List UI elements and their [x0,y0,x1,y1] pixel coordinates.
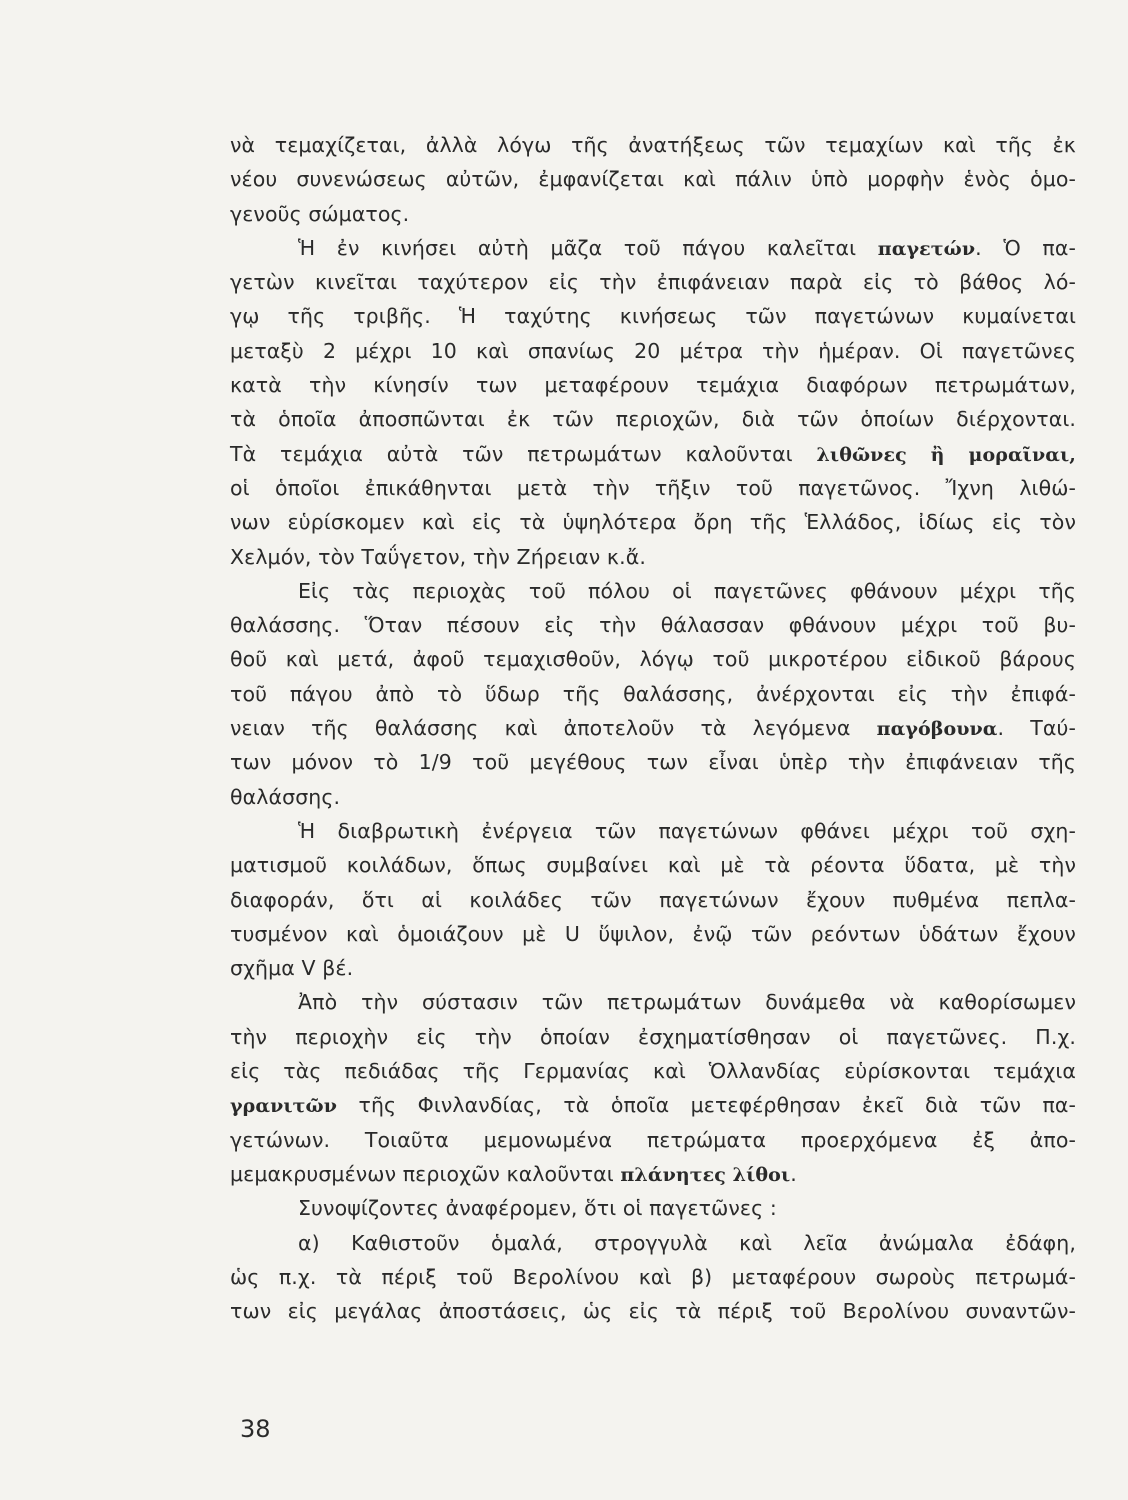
text-span: Τὰ τεμάχια αὐτὰ τῶν πετρωμάτων καλοῦνται [230,441,817,466]
text-line: τοῦ πάγου ἀπὸ τὸ ὕδωρ τῆς θαλάσσης, ἀνέρχονται εἰς τὴν ἐπιφά- [230,681,1076,706]
page-number: 38 [240,1415,271,1443]
text-line: γενοῦς σώματος. [230,201,410,226]
text-span: μεμακρυσμένων περιοχῶν καλοῦνται [230,1161,621,1186]
text-line: μεταξὺ 2 μέχρι 10 καὶ σπανίως 20 μέτρα τὴν ἡμέραν. Οἱ παγετῶνες [230,338,1076,363]
term-granitwn: γρανιτῶν [230,1095,338,1118]
text-line: κατὰ τὴν κίνησίν των μεταφέρουν τεμάχια διαφόρων πετρωμάτων, [230,373,1076,398]
text-span: Ἡ ἐν κινήσει αὐτὴ μᾶζα τοῦ πάγου καλεῖται [298,235,878,260]
text-line: εἰς τὰς πεδιάδας τῆς Γερμανίας καὶ Ὁλλανδίας εὑρίσκονται τεμάχια [230,1059,1076,1084]
text-line: Ἡ διαβρωτικὴ ἐνέργεια τῶν παγετώνων φθάνει μέχρι τοῦ σχη- [298,818,1076,843]
body-text [230,128,1076,1328]
text-line: τυσμένον καὶ ὁμοιάζουν μὲ U ὕψιλον, ἐνῷ τῶν ρεόντων ὑδάτων ἔχουν [230,921,1076,946]
text-line: γῳ τῆς τριβῆς. Ἡ ταχύτης κινήσεως τῶν παγετώνων κυμαίνεται [230,304,1076,329]
text-line [230,231,1076,265]
text-line [230,711,1076,745]
term-lithwnes: λιθῶνες ἢ μοραῖναι, [816,443,1076,466]
text-line: θοῦ καὶ μετά, ἀφοῦ τεμαχισθοῦν, λόγῳ τοῦ μικροτέρου εἰδικοῦ βάρους [230,647,1076,672]
text-span: . Ταύ- [997,716,1076,741]
text-line: ὡς π.χ. τὰ πέριξ τοῦ Βερολίνου καὶ β) μεταφέρουν σωροὺς πετρωμά- [230,1264,1076,1289]
text-line: νὰ τεμαχίζεται, ἀλλὰ λόγω τῆς ἀνατήξεως τῶν τεμαχίων καὶ τῆς ἐκ [230,133,1076,157]
text-line: των μόνον τὸ 1/9 τοῦ μεγέθους των εἶναι ὑπὲρ τὴν ἐπιφάνειαν τῆς [230,750,1076,775]
term-pagobouna: παγόβουνα [876,718,998,741]
text-line [230,437,1076,471]
text-line: Χελμόν, τὸν Ταΰγετον, τὴν Ζήρειαν κ.ἄ. [230,544,646,569]
term-planhtes-lithoi: πλάνητες λίθοι [620,1163,791,1186]
text-line: νων εὑρίσκομεν καὶ εἰς τὰ ὑψηλότερα ὄρη τῆς Ἑλλάδος, ἰδίως εἰς τὸν [230,510,1076,535]
text-span: . Ὁ πα- [975,235,1076,260]
text-line [230,1088,1076,1122]
text-line: γετώνων. Τοιαῦτα μεμονωμένα πετρώματα προερχόμενα ἐξ ἀπο- [230,1127,1076,1152]
text-line: α) Καθιστοῦν ὁμαλά, στρογγυλὰ καὶ λεῖα ἀνώμαλα ἐδάφη, [298,1230,1076,1255]
text-line: των εἰς μεγάλας ἀποστάσεις, ὡς εἰς τὰ πέριξ τοῦ Βερολίνου συναντῶν- [230,1299,1076,1324]
text-line [230,1157,1076,1191]
text-line: τὰ ὁποῖα ἀποσπῶνται ἐκ τῶν περιοχῶν, διὰ τῶν ὁποίων διέρχονται. [230,407,1076,432]
text-line: γετὼν κινεῖται ταχύτερον εἰς τὴν ἐπιφάνειαν παρὰ εἰς τὸ βάθος λό- [230,270,1076,295]
text-line: Συνοψίζοντες ἀναφέρομεν, ὅτι οἱ παγετῶνες : [298,1196,777,1221]
text-span: τῆς Φινλανδίας, τὰ ὁποῖα μετεφέρθησαν ἐκεῖ διὰ τῶν πα- [337,1093,1076,1118]
text-line: τὴν περιοχὴν εἰς τὴν ὁποίαν ἐσχηματίσθησαν οἱ παγετῶνες. Π.χ. [230,1024,1076,1049]
text-line: Εἰς τὰς περιοχὰς τοῦ πόλου οἱ παγετῶνες φθάνουν μέχρι τῆς [298,578,1076,603]
text-span: νειαν τῆς θαλάσσης καὶ ἀποτελοῦν τὰ λεγόμενα [230,716,877,741]
text-line: θαλάσσης. Ὅταν πέσουν εἰς τὴν θάλασσαν φθάνουν μέχρι τοῦ βυ- [230,613,1076,638]
text-line: σχῆμα V βέ. [230,956,354,981]
text-line: διαφοράν, ὅτι αἱ κοιλάδες τῶν παγετώνων ἔχουν πυθμένα πεπλα- [230,887,1076,912]
text-line: οἱ ὁποῖοι ἐπικάθηνται μετὰ τὴν τῆξιν τοῦ παγετῶνος. Ἴχνη λιθώ- [230,475,1076,500]
term-pagetwn: παγετών [877,237,976,260]
text-line: θαλάσσης. [230,784,341,809]
text-line: νέου συνενώσεως αὐτῶν, ἐμφανίζεται καὶ πάλιν ὑπὸ μορφὴν ἑνὸς ὁμο- [230,167,1076,192]
text-line: Ἀπὸ τὴν σύστασιν τῶν πετρωμάτων δυνάμεθα νὰ καθορίσωμεν [298,990,1076,1015]
text-span: . [790,1161,797,1186]
text-line: ματισμοῦ κοιλάδων, ὅπως συμβαίνει καὶ μὲ τὰ ρέοντα ὕδατα, μὲ τὴν [230,853,1076,878]
